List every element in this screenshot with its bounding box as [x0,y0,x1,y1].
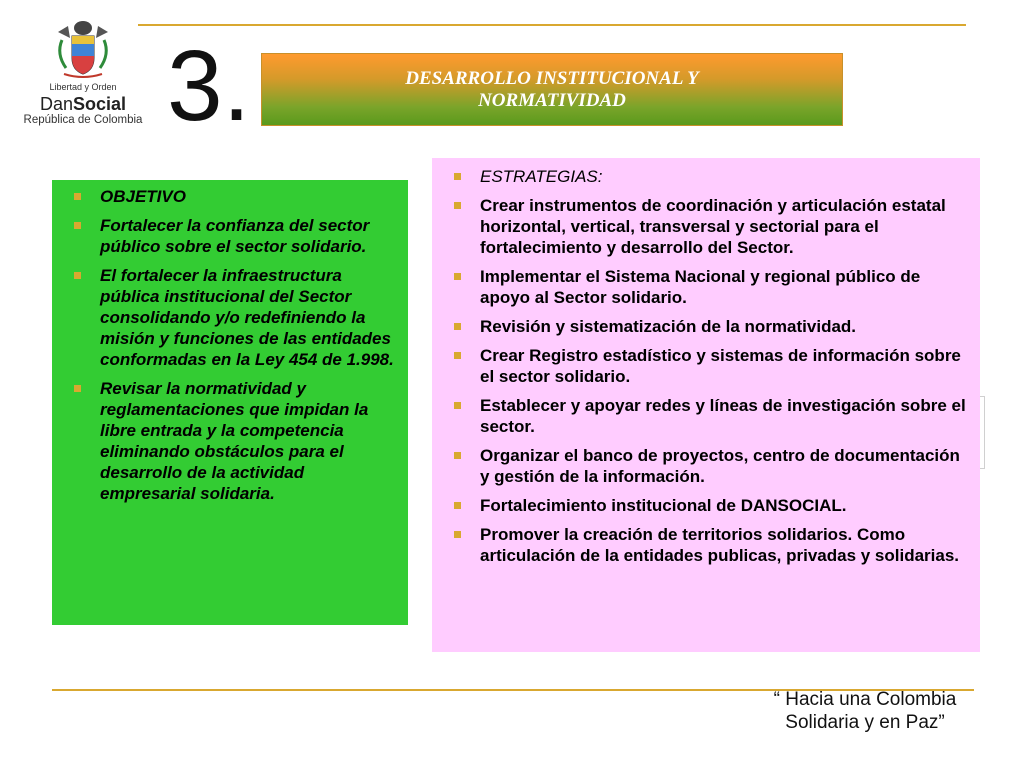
estrategias-list [444,166,968,566]
objetivo-item-text: OBJETIVO [100,187,186,206]
square-bullet-icon [454,173,461,180]
estrategia-item [444,445,968,487]
objetivo-item [64,186,396,207]
objetivo-item-text: Fortalecer la confianza del sector público sobre el sector solidario. [100,216,370,256]
logo-brand [22,94,144,114]
objetivo-panel [52,180,408,625]
objetivo-item [64,378,396,504]
estrategia-item [444,266,968,308]
square-bullet-icon [454,502,461,509]
estrategias-panel [432,158,980,652]
estrategia-item-text: Organizar el banco de proyectos, centro de documentación y gestión de la información. [480,446,960,486]
coat-of-arms-icon [48,18,118,80]
slide-title: DESARROLLO INSTITUCIONAL Y NORMATIVIDAD [405,67,699,111]
logo-brand-bold: Social [73,94,127,114]
estrategia-item-text: Implementar el Sistema Nacional y regional público de apoyo al Sector solidario. [480,267,921,307]
estrategia-item [444,395,968,437]
footer-slogan [700,688,1024,734]
estrategia-item [444,195,968,258]
estrategia-item-text: Promover la creación de territorios solidarios. Como articulación de la entidades publicas, privadas y solidarias. [480,525,960,565]
square-bullet-icon [74,385,81,392]
estrategias-heading-text: ESTRATEGIAS: [480,167,603,186]
estrategia-item [444,495,968,516]
objetivo-list [64,186,396,504]
square-bullet-icon [454,202,461,209]
square-bullet-icon [454,531,461,538]
logo-country: República de Colombia [23,114,143,126]
estrategia-item [444,345,968,387]
estrategia-item-text: Revisión y sistematización de la normatividad. [480,317,857,336]
estrategias-heading [444,166,968,187]
square-bullet-icon [454,402,461,409]
objetivo-item [64,215,396,257]
objetivo-item-text: El fortalecer la infraestructura pública institucional del Sector consolidando y/o redefiniendo la misión y funciones de las entidades conformadas en la Ley 454 de 1.998. [100,266,394,369]
estrategia-item [444,316,968,337]
footer-line-1: “ Hacia una Colombia [773,689,957,710]
title-banner [261,53,843,126]
estrategia-item [444,524,968,566]
square-bullet-icon [454,452,461,459]
estrategia-item-text: Fortalecimiento institucional de DANSOCIAL. [480,496,847,515]
estrategia-item-text: Crear instrumentos de coordinación y articulación estatal horizontal, vertical, transversal y sectorial para el fortalecimiento y desarrollo del Sector. [480,196,946,257]
logo-brand-light: Dan [39,94,73,114]
dansocial-logo [22,18,144,138]
square-bullet-icon [454,273,461,280]
objetivo-item [64,265,396,370]
objetivo-item-text: Revisar la normatividad y reglamentaciones que impidan la libre entrada y la competencia eliminando obstáculos para el desarrollo de la actividad empresarial solidaria. [100,379,369,503]
estrategia-item-text: Establecer y apoyar redes y líneas de investigación sobre el sector. [480,396,966,436]
square-bullet-icon [74,272,81,279]
slide-number: 3. [167,30,251,142]
square-bullet-icon [454,323,461,330]
square-bullet-icon [74,222,81,229]
top-divider [138,24,966,26]
footer-line-2: Solidaria y en Paz” [785,712,945,733]
square-bullet-icon [454,352,461,359]
logo-motto: Libertad y Orden [49,82,117,92]
estrategia-item-text: Crear Registro estadístico y sistemas de información sobre el sector solidario. [480,346,961,386]
square-bullet-icon [74,193,81,200]
